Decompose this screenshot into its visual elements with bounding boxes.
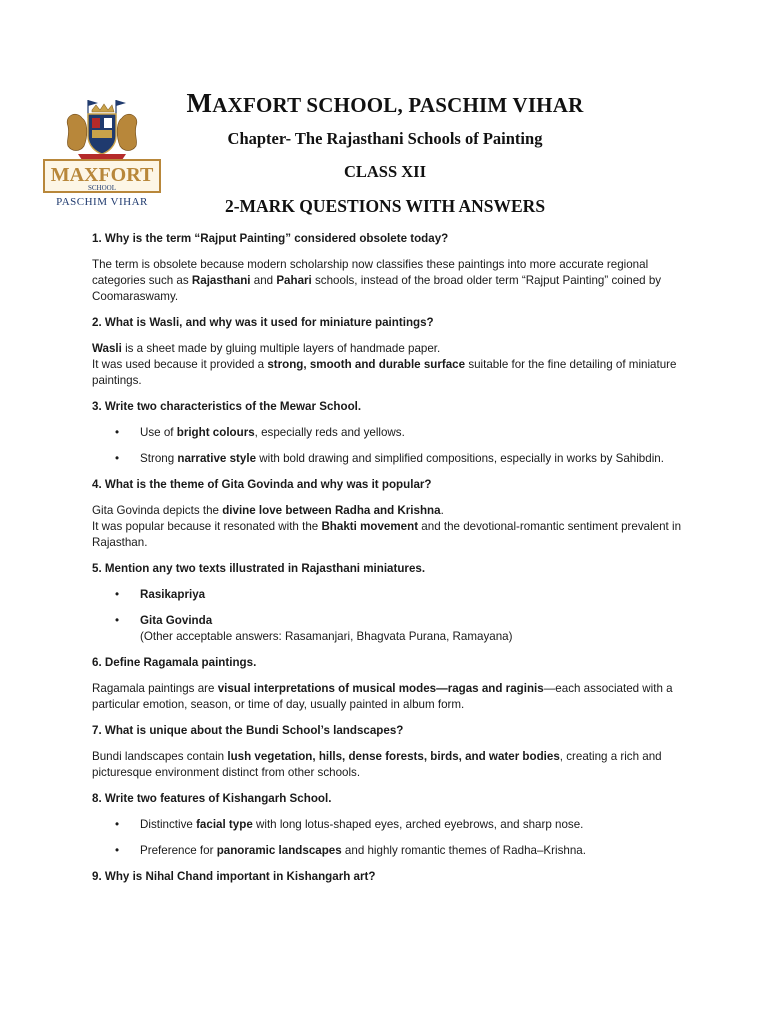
bullet-icon: • — [115, 818, 120, 831]
document-header — [160, 86, 610, 224]
list-item: • Gita Govinda (Other acceptable answers: Rasamanjari, Bhagvata Purana, Ramayana) — [115, 614, 513, 643]
question-5: 5. Mention any two texts illustrated in Rajasthani miniatures. — [92, 562, 426, 575]
bullet-icon: • — [115, 426, 120, 439]
crest-icon — [38, 96, 166, 208]
bullet-icon: • — [115, 614, 120, 627]
chapter-title: Chapter- The Rajasthani Schools of Painting — [227, 129, 543, 148]
answer-1: The term is obsolete because modern scholarship now classifies these paintings into more accurate regional categories such as Rajasthani and Pahari schools, instead of the broad older term “Rajput Painting” coined by Coomaraswamy. — [92, 258, 662, 303]
list-item: • Use of bright colours, especially reds and yellows. — [115, 426, 405, 439]
answer-7: Bundi landscapes contain lush vegetation, hills, dense forests, birds, and water bodies, creating a rich and picturesque environment distinct from other schools. — [92, 750, 662, 779]
question-4: 4. What is the theme of Gita Govinda and why was it popular? — [92, 478, 432, 491]
question-1: 1. Why is the term “Rajput Painting” considered obsolete today? — [92, 232, 449, 245]
answer-6: Ragamala paintings are visual interpretations of musical modes—ragas and raginis—each associated with a particular emotion, season, or time of day, usually painted in album form. — [92, 682, 673, 711]
section-title: 2-MARK QUESTIONS WITH ANSWERS — [224, 196, 546, 216]
answer-2: Wasli is a sheet made by gluing multiple layers of handmade paper. It was used because it provided a strong, smooth and durable surface suitable for the fine detailing of miniature paintings. — [92, 342, 677, 387]
question-7: 7. What is unique about the Bundi School’s landscapes? — [92, 724, 404, 737]
list-item: • Preference for panoramic landscapes and highly romantic themes of Radha–Krishna. — [115, 844, 586, 857]
bullet-icon: • — [115, 844, 120, 857]
logo-place: PASCHIM VIHAR — [56, 196, 148, 208]
class-label: CLASS XII — [343, 162, 427, 181]
list-item: • Strong narrative style with bold drawing and simplified compositions, especially in works by Sahibdin. — [115, 452, 664, 465]
logo-name: MAXFORT — [50, 164, 154, 186]
logo-sub: SCHOOL — [87, 184, 117, 192]
list-item: • Rasikapriya — [115, 588, 206, 601]
school-logo — [38, 96, 166, 208]
answer-4: Gita Govinda depicts the divine love between Radha and Krishna. It was popular because it resonated with the Bhakti movement and the devotional-romantic sentiment prevalent in Rajasthan. — [92, 504, 682, 549]
question-6: 6. Define Ragamala paintings. — [92, 656, 257, 669]
question-3: 3. Write two characteristics of the Mewar School. — [92, 400, 362, 413]
question-8: 8. Write two features of Kishangarh School. — [92, 792, 332, 805]
question-2: 2. What is Wasli, and why was it used for miniature paintings? — [92, 316, 434, 329]
answer-8-list — [92, 817, 692, 859]
answer-5-list — [92, 587, 692, 645]
school-name-initial: M — [186, 88, 213, 118]
qa-content — [92, 231, 692, 895]
list-item: • Distinctive facial type with long lotus-shaped eyes, arched eyebrows, and sharp nose. — [115, 818, 584, 831]
answer-3-list — [92, 425, 692, 467]
bullet-icon: • — [115, 588, 120, 601]
school-name-rest: AXFORT SCHOOL, PASCHIM VIHAR — [212, 93, 584, 117]
bullet-icon: • — [115, 452, 120, 465]
question-9: 9. Why is Nihal Chand important in Kishangarh art? — [92, 870, 376, 883]
school-name — [160, 86, 610, 122]
